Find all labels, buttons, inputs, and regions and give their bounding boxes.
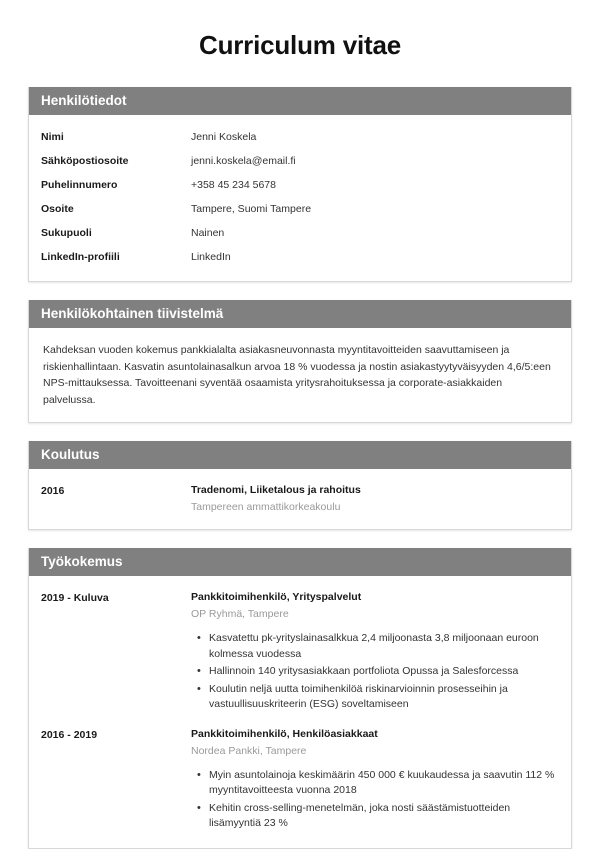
entry-title: Pankkitoimihenkilö, Yrityspalvelut	[191, 591, 362, 603]
page-title: Curriculum vitae	[199, 30, 401, 60]
info-row	[41, 245, 559, 269]
entry-main	[191, 483, 559, 515]
info-value: Nainen	[191, 227, 225, 239]
entry-organization: OP Ryhmä, Tampere	[191, 608, 289, 620]
list-item: • Koulutin neljä uutta toimihenkilöä riskinarvioinnin prosesseihin ja vastuullisuuskriteerin (ESG) soveltamiseen	[209, 682, 559, 713]
section-header-personal-info: Henkilötiedot	[29, 87, 571, 115]
info-row	[41, 173, 559, 197]
section-header-experience: Työkokemus	[29, 548, 571, 576]
info-row	[41, 149, 559, 173]
list-item: • Myin asuntolainoja keskimäärin 450 000 € kuukaudessa ja saavutin 112 % myyntitavoitteesta vuonna 2018	[209, 768, 559, 799]
info-row	[41, 197, 559, 221]
entry-organization: Nordea Pankki, Tampere	[191, 744, 307, 757]
section-header-education: Koulutus	[29, 441, 571, 469]
entry-date: 2016 - 2019	[41, 728, 98, 741]
entry-bullet-list	[191, 631, 559, 713]
summary-text: Kahdeksan vuoden kokemus pankkialalta asiakasneuvonnasta myyntitavoitteiden saavuttamiseen ja riskienhallintaan. Kasvatin asuntolainasalkun arvoa 18 % vuodessa ja nostin asiakastyytyväisyyden 4,6/5:een NPS-mittauksessa. Tavoitteenani syventää osaamista yritysrahoituksessa ja corporate-asiakkaiden palvelussa.	[43, 344, 551, 406]
entry-date: 2016	[41, 485, 65, 497]
info-row	[41, 221, 559, 245]
section-personal-info	[28, 87, 572, 282]
experience-entry	[41, 586, 559, 717]
list-item: • Kehitin cross-selling-menetelmän, joka nosti säästämistuotteiden lisämyyntiä 23 %	[209, 801, 559, 832]
info-label: Sähköpostiosoite	[41, 155, 129, 167]
info-value: Jenni Koskela	[191, 131, 257, 143]
entry-main	[191, 727, 559, 834]
info-label: Osoite	[41, 203, 74, 215]
entry-bullet-list	[191, 768, 559, 832]
info-value: jenni.koskela@email.fi	[191, 155, 296, 167]
education-entry	[41, 479, 559, 517]
section-summary	[28, 300, 572, 423]
section-education	[28, 441, 572, 530]
entry-title: Pankkitoimihenkilö, Henkilöasiakkaat	[191, 727, 378, 740]
linkedin-profile-value[interactable]: LinkedIn	[191, 251, 231, 263]
info-label: Puhelinnumero	[41, 179, 118, 191]
section-header-summary: Henkilökohtainen tiivistelmä	[29, 300, 571, 328]
section-experience	[28, 548, 572, 849]
personal-info-body	[29, 115, 571, 281]
experience-body	[29, 576, 571, 848]
info-row	[41, 125, 559, 149]
info-value: Tampere, Suomi Tampere	[191, 203, 312, 215]
list-item: • Kasvatettu pk-yrityslainasalkkua 2,4 miljoonasta 3,8 miljoonaan euroon kolmessa vuodessa	[209, 631, 559, 662]
entry-main	[191, 590, 559, 715]
info-label: Nimi	[41, 131, 64, 143]
info-label: LinkedIn-profiili	[41, 251, 120, 263]
list-item: • Hallinnoin 140 yritysasiakkaan portfoliota Opussa ja Salesforcessa	[209, 664, 559, 680]
summary-body	[29, 328, 571, 422]
entry-organization: Tampereen ammattikorkeakoulu	[191, 501, 341, 513]
info-value: +358 45 234 5678	[191, 179, 276, 191]
entry-title: Tradenomi, Liiketalous ja rahoitus	[191, 484, 361, 496]
experience-entry	[41, 717, 559, 836]
education-body	[29, 469, 571, 529]
entry-date: 2019 - Kuluva	[41, 592, 109, 604]
info-label: Sukupuoli	[41, 227, 92, 239]
